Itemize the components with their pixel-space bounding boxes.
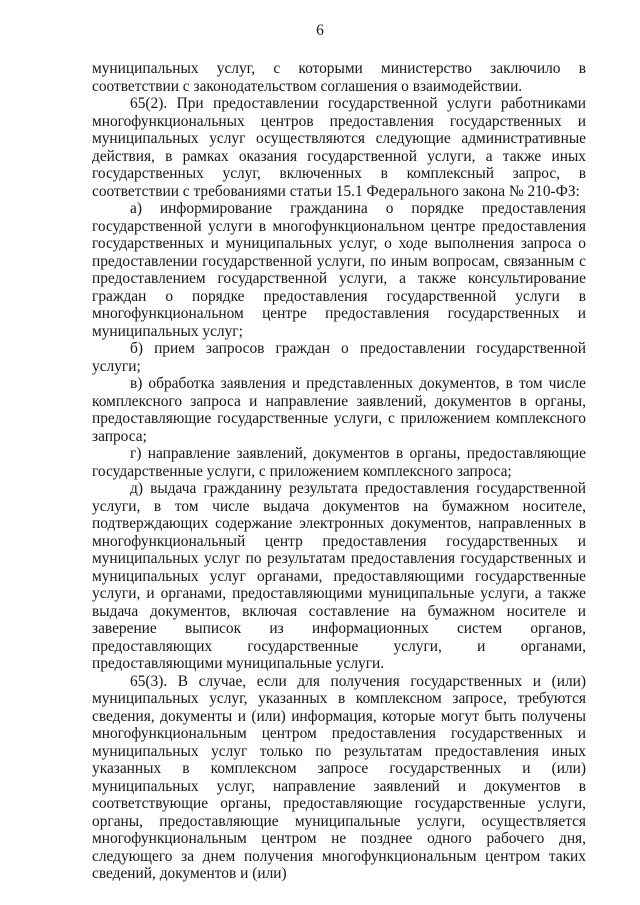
- list-item-v: в) обработка заявления и представленных документов, в том числе комплексного запроса и направление заявлений, документов в органы, предоставляющие государственные услуги, с приложением комплексного запроса;: [92, 375, 586, 445]
- list-item-b: б) прием запросов граждан о предоставлении государственной услуги;: [92, 340, 586, 375]
- paragraph-continuation: муниципальных услуг, с которыми министерство заключило в соответствии с законодательством соглашения о взаимодействии.: [92, 60, 586, 95]
- page-number: 6: [316, 22, 324, 39]
- paragraph-65-3: 65(3). В случае, если для получения государственных и (или) муниципальных услуг, указанных в комплексном запросе, требуются сведения, документы и (или) информация, которые могут быть получены многофункциональным центром предоставления государственных и муниципальных услуг только по результатам предоставления иных указанных в комплексном запросе государственных и (или) муниципальных услуг, направление заявлений и документов в соответствующие органы, предоставляющие государственные услуги, органы, предоставляющие муниципальные услуги, осуществляется многофункциональным центром не позднее одного рабочего дня, следующего за днем получения многофункциональным центром таких сведений, документов и (или): [92, 672, 586, 882]
- document-body: [92, 60, 586, 883]
- list-item-a: а) информирование гражданина о порядке предоставления государственной услуги в многофункциональном центре предоставления государственных и муниципальных услуг, о ходе выполнения запроса о предоставлении государственной услуги, по иным вопросам, связанным с предоставлением государственной услуги, а также консультирование граждан о порядке предоставления государственной услуги в многофункциональном центре предоставления государственных и муниципальных услуг;: [92, 200, 586, 340]
- list-item-g: г) направление заявлений, документов в органы, предоставляющие государственные услуги, с приложением комплексного запроса;: [92, 445, 586, 480]
- list-item-d: д) выдача гражданину результата предоставления государственной услуги, в том числе выдача документов на бумажном носителе, подтверждающих содержание электронных документов, направленных в многофункциональный центр предоставления государственных и муниципальных услуг по результатам предоставления государственных и муниципальных услуг органами, предоставляющими государственные услуги, и органами, предоставляющими муниципальные услуги, а также выдача документов, включая составление на бумажном носителе и заверение выписок из информационных систем органов, предоставляющих государственные услуги, и органами, предоставляющими муниципальные услуги.: [92, 480, 586, 672]
- paragraph-65-2: 65(2). При предоставлении государственной услуги работниками многофункциональных центров предоставления государственных и муниципальных услуг осуществляются следующие административные действия, в рамках оказания государственной услуги, а также иных государственных услуг, включенных в комплексный запрос, в соответствии с требованиями статьи 15.1 Федерального закона № 210-ФЗ:: [92, 95, 586, 200]
